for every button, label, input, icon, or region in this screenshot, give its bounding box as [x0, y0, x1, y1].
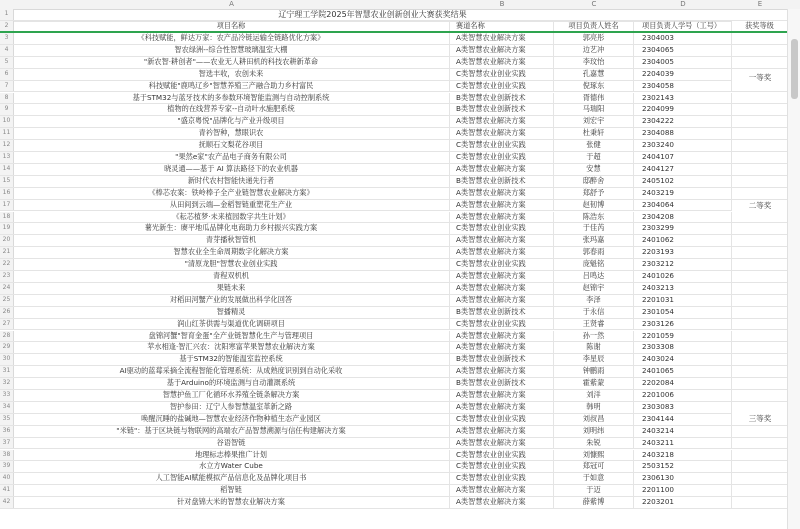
row-number[interactable]: 39 [0, 461, 14, 472]
cell-leader[interactable]: 朱锐 [554, 438, 634, 449]
cell-project-name[interactable]: 晓灵通——基于 AI 算法路径下的农业机器 [13, 164, 450, 175]
table-row[interactable] [0, 104, 800, 116]
cell-project-name[interactable]: 智护参田：辽宁人参智慧温室革新之路 [13, 402, 450, 413]
sheet-title[interactable]: 辽宁理工学院2025年智慧农业创新创业大赛获奖结果 [13, 9, 732, 22]
cell-leader[interactable]: 孙一然 [554, 331, 634, 342]
table-row[interactable] [0, 473, 800, 485]
table-row[interactable] [0, 33, 800, 45]
row-number[interactable]: 4 [0, 45, 14, 56]
cell-award[interactable] [732, 104, 788, 115]
cell-leader[interactable]: 陈浩东 [554, 212, 634, 223]
cell-student-id[interactable]: 2401026 [634, 271, 732, 282]
cell-award[interactable] [732, 271, 788, 282]
cell-project-name[interactable]: 谷语智链 [13, 438, 450, 449]
cell-project-name[interactable]: 润山红茶供需与渠道优化调研项目 [13, 319, 450, 330]
cell-student-id[interactable]: 2304208 [634, 212, 732, 223]
cell-project-name[interactable]: 《棒芯农案：铁岭棒子全产业链智慧农业解决方案》 [13, 188, 450, 199]
table-row[interactable] [0, 342, 800, 354]
cell-leader[interactable]: 张健 [554, 140, 634, 151]
row-number[interactable]: 1 [0, 9, 14, 20]
cell-track[interactable]: A类智慧农业解决方案 [450, 331, 554, 342]
cell-leader[interactable]: 赵锦宇 [554, 283, 634, 294]
cell-award[interactable] [732, 235, 788, 246]
row-number[interactable]: 18 [0, 212, 14, 223]
cell-project-name[interactable]: 抚顺石文梨花谷项目 [13, 140, 450, 151]
cell-student-id[interactable]: 2403219 [634, 188, 732, 199]
table-row[interactable] [0, 497, 800, 509]
cell-award[interactable] [732, 116, 788, 127]
cell-award[interactable] [732, 450, 788, 461]
cell-leader[interactable]: 陈谢 [554, 342, 634, 353]
cell-leader[interactable]: 郭亮彤 [554, 33, 634, 44]
cell-leader[interactable]: 李玟怡 [554, 57, 634, 68]
cell-award[interactable] [732, 366, 788, 377]
cell-student-id[interactable]: 2204099 [634, 104, 732, 115]
cell-leader[interactable]: 刘明纬 [554, 426, 634, 437]
cell-award[interactable] [732, 164, 788, 175]
cell-project-name[interactable]: 智慧护鱼工厂化循环水养殖全链条解决方案 [13, 390, 450, 401]
row-number[interactable]: 9 [0, 104, 14, 115]
cell-student-id[interactable]: 2203201 [634, 497, 732, 508]
cell-student-id[interactable]: 2201006 [634, 390, 732, 401]
table-row[interactable] [0, 45, 800, 57]
table-row[interactable] [0, 116, 800, 128]
cell-track[interactable]: B类智慧农业创新技术 [450, 104, 554, 115]
cell-student-id[interactable]: 2401065 [634, 366, 732, 377]
cell-leader[interactable]: 薛紫博 [554, 497, 634, 508]
column-header-d[interactable]: D [680, 0, 686, 8]
cell-student-id[interactable]: 2303299 [634, 223, 732, 234]
cell-leader[interactable]: 刘洋 [554, 390, 634, 401]
row-number[interactable]: 25 [0, 295, 14, 306]
vertical-scrollbar[interactable] [787, 9, 800, 529]
row-number[interactable]: 35 [0, 414, 14, 425]
cell-project-name[interactable]: 智播精灵 [13, 307, 450, 318]
row-number[interactable]: 2 [0, 21, 14, 31]
row-number[interactable]: 14 [0, 164, 14, 175]
row-number[interactable]: 6 [0, 69, 14, 80]
row-number[interactable]: 28 [0, 331, 14, 342]
cell-student-id[interactable]: 2304222 [634, 116, 732, 127]
cell-track[interactable]: A类智慧农业解决方案 [450, 438, 554, 449]
cell-track[interactable]: B类智慧农业创新技术 [450, 378, 554, 389]
cell-student-id[interactable]: 2201031 [634, 295, 732, 306]
cell-student-id[interactable]: 2204039 [634, 69, 732, 80]
cell-award[interactable] [732, 176, 788, 187]
award-second[interactable]: 二等奖 [732, 200, 788, 211]
row-number[interactable]: 17 [0, 200, 14, 211]
cell-track[interactable]: A类智慧农业解决方案 [450, 485, 554, 496]
table-row[interactable] [0, 69, 800, 81]
row-number[interactable]: 33 [0, 390, 14, 401]
cell-student-id[interactable]: 2303126 [634, 319, 732, 330]
table-row[interactable] [0, 283, 800, 295]
cell-award[interactable] [732, 93, 788, 104]
column-header-b[interactable]: B [499, 0, 505, 8]
row-number[interactable]: 37 [0, 438, 14, 449]
cell-student-id[interactable]: 2203193 [634, 247, 732, 258]
table-row[interactable] [0, 414, 800, 426]
cell-award[interactable] [732, 390, 788, 401]
cell-award[interactable] [732, 497, 788, 508]
row-number[interactable]: 30 [0, 354, 14, 365]
table-row[interactable] [0, 461, 800, 473]
cell-track[interactable]: B类智慧农业创新技术 [450, 93, 554, 104]
cell-track[interactable]: A类智慧农业解决方案 [450, 342, 554, 353]
cell-student-id[interactable]: 2304003 [634, 33, 732, 44]
cell-project-name[interactable]: 青程双机机 [13, 271, 450, 282]
cell-student-id[interactable]: 2304064 [634, 200, 732, 211]
table-row[interactable] [0, 259, 800, 271]
cell-track[interactable]: A类智慧农业解决方案 [450, 497, 554, 508]
table-row[interactable] [0, 212, 800, 224]
row-number[interactable]: 29 [0, 342, 14, 353]
cell-project-name[interactable]: 针对盘锦大米的智慧农业解决方案 [13, 497, 450, 508]
cell-project-name[interactable]: 苹水相逢·智汇兴农：沈阳寒富苹果智慧农业解决方案 [13, 342, 450, 353]
table-row[interactable] [0, 188, 800, 200]
cell-project-name[interactable]: "盛京粤悦"品牌化与产业升级项目 [13, 116, 450, 127]
table-row[interactable] [0, 128, 800, 140]
row-number[interactable]: 16 [0, 188, 14, 199]
cell-award[interactable] [732, 485, 788, 496]
cell-student-id[interactable]: 2404127 [634, 164, 732, 175]
row-number[interactable]: 26 [0, 307, 14, 318]
cell-award[interactable] [732, 128, 788, 139]
table-row[interactable] [0, 485, 800, 497]
scrollbar-thumb[interactable] [791, 39, 798, 99]
cell-student-id[interactable]: 2403211 [634, 438, 732, 449]
table-row[interactable] [0, 307, 800, 319]
row-number[interactable]: 21 [0, 247, 14, 258]
cell-track[interactable]: C类智慧农业创业实践 [450, 319, 554, 330]
cell-leader[interactable]: 于永信 [554, 307, 634, 318]
award-third[interactable]: 三等奖 [732, 413, 788, 424]
header-leader[interactable]: 项目负责人姓名 [554, 21, 634, 31]
cell-leader[interactable]: 刘叔昌 [554, 414, 634, 425]
cell-award[interactable] [732, 45, 788, 56]
cell-track[interactable]: A类智慧农业解决方案 [450, 366, 554, 377]
cell-award[interactable] [732, 473, 788, 484]
cell-student-id[interactable]: 2304065 [634, 45, 732, 56]
cell-award[interactable] [732, 247, 788, 258]
cell-track[interactable]: A类智慧农业解决方案 [450, 128, 554, 139]
table-row[interactable] [0, 200, 800, 212]
table-row[interactable] [0, 247, 800, 259]
cell-track[interactable]: C类智慧农业创业实践 [450, 69, 554, 80]
cell-student-id[interactable]: 2201100 [634, 485, 732, 496]
cell-track[interactable]: A类智慧农业解决方案 [450, 247, 554, 258]
cell-award[interactable] [732, 152, 788, 163]
cell-leader[interactable]: 安慧 [554, 164, 634, 175]
cell-project-name[interactable]: 薯光新生：赓平地瓜品牌化电商助力乡村振兴实践方案 [13, 223, 450, 234]
cell-track[interactable]: C类智慧农业创业实践 [450, 414, 554, 425]
row-number[interactable]: 5 [0, 57, 14, 68]
table-row[interactable] [0, 378, 800, 390]
cell-award[interactable] [732, 461, 788, 472]
row-number[interactable]: 32 [0, 378, 14, 389]
cell-project-name[interactable]: 科技赋能"鹿鸣辽乡"智慧养殖三产融合助力乡村富民 [13, 81, 450, 92]
cell-award[interactable] [732, 319, 788, 330]
cell-leader[interactable]: 赵韧博 [554, 200, 634, 211]
cell-student-id[interactable]: 2202084 [634, 378, 732, 389]
cell-track[interactable]: A类智慧农业解决方案 [450, 295, 554, 306]
cell-student-id[interactable]: 2303212 [634, 259, 732, 270]
cell-project-name[interactable]: 智选丰收，农创未来 [13, 69, 450, 80]
cell-leader[interactable]: 刘慷熙 [554, 450, 634, 461]
table-row[interactable] [0, 331, 800, 343]
cell-award[interactable] [732, 438, 788, 449]
row-number[interactable]: 40 [0, 473, 14, 484]
cell-leader[interactable]: 郑冠可 [554, 461, 634, 472]
cell-project-name[interactable]: 智慧农业全生命周期数字化解决方案 [13, 247, 450, 258]
cell-project-name[interactable]: 果链未来 [13, 283, 450, 294]
cell-track[interactable]: C类智慧农业创业实践 [450, 259, 554, 270]
cell-project-name[interactable]: 水立方Water Cube [13, 461, 450, 472]
cell-leader[interactable]: 边艺冲 [554, 45, 634, 56]
cell-award[interactable] [732, 283, 788, 294]
cell-award[interactable] [732, 140, 788, 151]
cell-student-id[interactable]: 2403213 [634, 283, 732, 294]
row-number[interactable]: 24 [0, 283, 14, 294]
row-number[interactable]: 22 [0, 259, 14, 270]
table-row[interactable] [0, 176, 800, 188]
table-row[interactable] [0, 223, 800, 235]
cell-project-name[interactable]: AI驱动的蓝莓采摘全流程智能化管理系统：从成熟度识别到自动化采收 [13, 366, 450, 377]
cell-leader[interactable]: 杜秉轩 [554, 128, 634, 139]
cell-track[interactable]: C类智慧农业创业实践 [450, 81, 554, 92]
cell-track[interactable]: A类智慧农业解决方案 [450, 57, 554, 68]
cell-leader[interactable]: 于佳芮 [554, 223, 634, 234]
row-number[interactable]: 36 [0, 426, 14, 437]
header-student-id[interactable]: 项目负责人学号（工号） [634, 21, 732, 31]
cell-track[interactable]: B类智慧农业创新技术 [450, 307, 554, 318]
cell-leader[interactable]: 霍紫蒙 [554, 378, 634, 389]
cell-leader[interactable]: 李泽 [554, 295, 634, 306]
cell-track[interactable]: A类智慧农业解决方案 [450, 426, 554, 437]
cell-student-id[interactable]: 2303308 [634, 342, 732, 353]
table-row[interactable] [0, 366, 800, 378]
cell-track[interactable]: A类智慧农业解决方案 [450, 235, 554, 246]
cell-award[interactable] [732, 307, 788, 318]
header-award[interactable]: 获奖等级 [732, 21, 788, 31]
cell-student-id[interactable]: 2304005 [634, 57, 732, 68]
row-number[interactable]: 42 [0, 497, 14, 508]
cell-track[interactable]: A类智慧农业解决方案 [450, 402, 554, 413]
row-number[interactable]: 38 [0, 450, 14, 461]
table-row[interactable] [0, 295, 800, 307]
cell-track[interactable]: A类智慧农业解决方案 [450, 283, 554, 294]
row-number[interactable]: 11 [0, 128, 14, 139]
cell-student-id[interactable]: 2503152 [634, 461, 732, 472]
cell-project-name[interactable]: 基于STM32的智能温室监控系统 [13, 354, 450, 365]
cell-project-name[interactable]: 植物的在线营养专家--自动叶水施肥系统 [13, 104, 450, 115]
table-row[interactable] [0, 81, 800, 93]
cell-leader[interactable]: 郑舒予 [554, 188, 634, 199]
cell-track[interactable]: A类智慧农业解决方案 [450, 200, 554, 211]
cell-track[interactable]: A类智慧农业解决方案 [450, 116, 554, 127]
cell-leader[interactable]: 李星辰 [554, 354, 634, 365]
cell-award[interactable] [732, 259, 788, 270]
cell-track[interactable]: C类智慧农业创业实践 [450, 461, 554, 472]
cell-track[interactable]: C类智慧农业创业实践 [450, 450, 554, 461]
cell-track[interactable]: B类智慧农业创新技术 [450, 354, 554, 365]
award-first[interactable]: 一等奖 [732, 72, 788, 83]
cell-project-name[interactable]: 《科技赋能，鲜达万家：农产品冷链运输全链路优化方案》 [13, 33, 450, 44]
table-row[interactable] [0, 271, 800, 283]
row-number[interactable]: 20 [0, 235, 14, 246]
cell-track[interactable]: A类智慧农业解决方案 [450, 33, 554, 44]
cell-student-id[interactable]: 2403218 [634, 450, 732, 461]
cell-track[interactable]: C类智慧农业创业实践 [450, 140, 554, 151]
table-row[interactable] [0, 235, 800, 247]
cell-project-name[interactable]: 青衿智种，慧眼识农 [13, 128, 450, 139]
cell-student-id[interactable]: 2303083 [634, 402, 732, 413]
cell-leader[interactable]: 王贤睿 [554, 319, 634, 330]
cell-student-id[interactable]: 2304144 [634, 414, 732, 425]
cell-award[interactable] [732, 378, 788, 389]
cell-leader[interactable]: 庞魁铭 [554, 259, 634, 270]
cell-project-name[interactable]: "米链"：基于区块链与物联网的高端农产品智慧溯源与信任构建解决方案 [13, 426, 450, 437]
cell-award[interactable] [732, 426, 788, 437]
cell-student-id[interactable]: 2301054 [634, 307, 732, 318]
cell-project-name[interactable]: 盘锦河蟹"智育金蛋"全产业链智慧化生产与管理项目 [13, 331, 450, 342]
table-row[interactable] [0, 450, 800, 462]
cell-award[interactable] [732, 331, 788, 342]
cell-project-name[interactable]: 基于STM32与蓝牙技术的多参数环境智能监测与自动控制系统 [13, 93, 450, 104]
cell-leader[interactable]: 钟鹏雨 [554, 366, 634, 377]
row-number[interactable]: 3 [0, 33, 14, 44]
cell-student-id[interactable]: 2401062 [634, 235, 732, 246]
cell-student-id[interactable]: 2403024 [634, 354, 732, 365]
row-number[interactable]: 7 [0, 81, 14, 92]
cell-leader[interactable]: 于迈 [554, 485, 634, 496]
table-row[interactable] [0, 390, 800, 402]
cell-leader[interactable]: 邸醉舍 [554, 176, 634, 187]
cell-student-id[interactable]: 2304088 [634, 128, 732, 139]
table-row[interactable] [0, 319, 800, 331]
cell-track[interactable]: A类智慧农业解决方案 [450, 390, 554, 401]
cell-leader[interactable]: 马瑞阳 [554, 104, 634, 115]
cell-track[interactable]: C类智慧农业创业实践 [450, 473, 554, 484]
cell-project-name[interactable]: "果然e家"农产品电子商务有限公司 [13, 152, 450, 163]
cell-student-id[interactable]: 2405102 [634, 176, 732, 187]
cell-project-name[interactable]: "新农智·耕创者"——农业无人耕田机的科技农耕新革命 [13, 57, 450, 68]
cell-student-id[interactable]: 2304058 [634, 81, 732, 92]
cell-project-name[interactable]: 对稻田河蟹产业的发展做出科学化回答 [13, 295, 450, 306]
cell-leader[interactable]: 郭春雨 [554, 247, 634, 258]
cell-student-id[interactable]: 2302143 [634, 93, 732, 104]
cell-student-id[interactable]: 2303240 [634, 140, 732, 151]
cell-project-name[interactable]: 基于Arduino的环境监测与自动灌溉系统 [13, 378, 450, 389]
row-number[interactable]: 19 [0, 223, 14, 234]
table-row[interactable] [0, 402, 800, 414]
cell-project-name[interactable]: 唤醒沉睡的盐碱地—智慧农业经济作物种植生态产业园区 [13, 414, 450, 425]
column-header-e[interactable]: E [757, 0, 763, 8]
cell-track[interactable]: C类智慧农业创业实践 [450, 152, 554, 163]
cell-award[interactable] [732, 354, 788, 365]
cell-leader[interactable]: 吕鸣达 [554, 271, 634, 282]
cell-student-id[interactable]: 2306130 [634, 473, 732, 484]
table-row[interactable] [0, 140, 800, 152]
cell-project-name[interactable]: "清原龙胆"智慧农业创业实践 [13, 259, 450, 270]
column-header-a[interactable]: A [229, 0, 234, 8]
cell-leader[interactable]: 倪琢东 [554, 81, 634, 92]
cell-leader[interactable]: 韩明 [554, 402, 634, 413]
cell-leader[interactable]: 于超 [554, 152, 634, 163]
row-number[interactable]: 13 [0, 152, 14, 163]
row-number[interactable]: 27 [0, 319, 14, 330]
column-header-c[interactable]: C [591, 0, 597, 8]
cell-leader[interactable]: 于如意 [554, 473, 634, 484]
cell-student-id[interactable]: 2201059 [634, 331, 732, 342]
table-row[interactable] [0, 164, 800, 176]
row-number[interactable]: 10 [0, 116, 14, 127]
cell-project-name[interactable]: 青芽播秋智管机 [13, 235, 450, 246]
cell-project-name[interactable]: 智农绿洲--综合性智慧玻璃温室大棚 [13, 45, 450, 56]
header-track[interactable]: 赛道名称 [450, 21, 554, 31]
cell-project-name[interactable]: 新时代农村智能快递先行者 [13, 176, 450, 187]
cell-award[interactable] [732, 57, 788, 68]
cell-award[interactable] [732, 33, 788, 44]
row-number[interactable]: 15 [0, 176, 14, 187]
cell-project-name[interactable]: 地理标志棒果推广计划 [13, 450, 450, 461]
cell-award[interactable] [732, 402, 788, 413]
cell-award[interactable] [732, 188, 788, 199]
cell-student-id[interactable]: 2404107 [634, 152, 732, 163]
cell-project-name[interactable]: 人工智能AI赋能模拟产品信息化及品牌化项目书 [13, 473, 450, 484]
row-number[interactable]: 34 [0, 402, 14, 413]
table-row[interactable] [0, 354, 800, 366]
cell-award[interactable] [732, 342, 788, 353]
cell-leader[interactable]: 孔嘉慧 [554, 69, 634, 80]
row-number[interactable]: 41 [0, 485, 14, 496]
cell-track[interactable]: A类智慧农业解决方案 [450, 164, 554, 175]
cell-track[interactable]: A类智慧农业解决方案 [450, 45, 554, 56]
cell-track[interactable]: A类智慧农业解决方案 [450, 188, 554, 199]
cell-track[interactable]: A类智慧农业解决方案 [450, 212, 554, 223]
header-project-name[interactable]: 项目名称 [13, 21, 450, 31]
cell-award[interactable] [732, 295, 788, 306]
cell-project-name[interactable]: 从田间到云端—金稻智链重塑花生产业 [13, 200, 450, 211]
cell-track[interactable]: A类智慧农业解决方案 [450, 271, 554, 282]
cell-award[interactable] [732, 223, 788, 234]
cell-project-name[interactable]: 稻智链 [13, 485, 450, 496]
table-row[interactable] [0, 438, 800, 450]
table-row[interactable] [0, 93, 800, 105]
row-number[interactable]: 23 [0, 271, 14, 282]
cell-project-name[interactable]: 《耘芯植梦·未来植园数字共生计划》 [13, 212, 450, 223]
cell-leader[interactable]: 张玛嘉 [554, 235, 634, 246]
cell-student-id[interactable]: 2403214 [634, 426, 732, 437]
table-row[interactable] [0, 426, 800, 438]
row-number[interactable]: 31 [0, 366, 14, 377]
row-number[interactable]: 12 [0, 140, 14, 151]
cell-award[interactable] [732, 212, 788, 223]
cell-leader[interactable]: 胥德伟 [554, 93, 634, 104]
table-row[interactable] [0, 152, 800, 164]
cell-track[interactable]: B类智慧农业创新技术 [450, 176, 554, 187]
cell-track[interactable]: C类智慧农业创业实践 [450, 223, 554, 234]
cell-leader[interactable]: 刘宏宇 [554, 116, 634, 127]
row-number[interactable]: 8 [0, 93, 14, 104]
table-row[interactable] [0, 57, 800, 69]
